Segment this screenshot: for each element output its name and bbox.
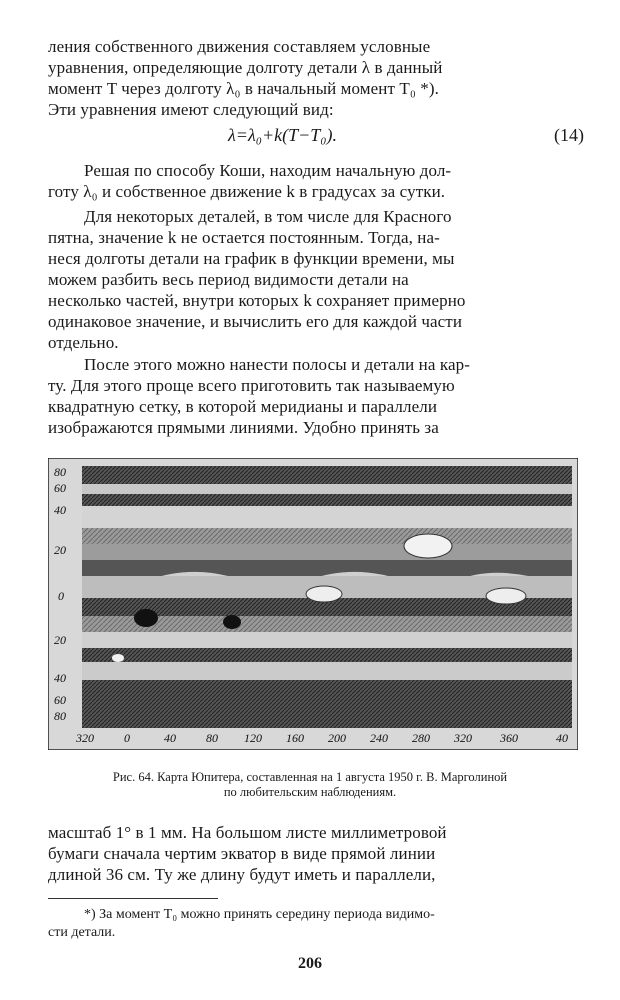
lat-label: 20: [54, 543, 66, 557]
text-line: масштаб 1° в 1 мм. На большом листе миллиметровой: [48, 823, 447, 842]
footnote-line: *) За момент T₀ можно принять середину периода видимо-: [84, 907, 435, 922]
text-line: момент T через долготу λ₀ в начальный момент T₀ *).: [48, 79, 439, 98]
white-oval: [486, 588, 526, 604]
text-line: длиной 36 см. Ту же длину будут иметь и параллели,: [48, 865, 436, 884]
equation-14: [48, 125, 584, 149]
band-ntb: [82, 494, 572, 506]
text-line: Эти уравнения имеют следующий вид:: [48, 100, 334, 119]
text-line: После этого можно нанести полосы и детали на кар-: [84, 355, 470, 374]
paragraph-5: [48, 822, 584, 885]
zone-ntz: [82, 506, 572, 528]
band-polar-south: [82, 700, 572, 728]
lon-label: 200: [328, 731, 346, 745]
lat-label: 80: [54, 709, 66, 723]
lon-label: 240: [370, 731, 388, 745]
lon-label: 160: [286, 731, 304, 745]
white-spot: [112, 654, 124, 662]
equation-formula: λ=λ₀+k(T−T₀).: [228, 125, 338, 145]
equation-number: (14): [554, 125, 584, 145]
text-line: изображаются прямыми линиями. Удобно принять за: [48, 418, 439, 437]
lat-label: 80: [54, 465, 66, 479]
lat-label: 20: [54, 633, 66, 647]
text-line: Для некоторых деталей, в том числе для Красного: [84, 207, 452, 226]
text-line: ления собственного движения составляем условные: [48, 37, 431, 56]
text-line: отдельно.: [48, 333, 119, 352]
caption-line: Рис. 64. Карта Юпитера, составленная на 1 августа 1950 г. В. Марголиной: [112, 770, 508, 784]
dark-spot: [223, 615, 241, 629]
page-number: 206: [298, 955, 322, 972]
lon-label: 0: [124, 731, 130, 745]
footnote-rule: [48, 898, 218, 899]
lon-label: 40: [556, 731, 568, 745]
text-line: пятна, значение k не остается постоянным. Тогда, на-: [48, 228, 440, 247]
band-neb-north: [82, 528, 572, 544]
text-line: несколько частей, внутри которых k сохраняет примерно: [48, 291, 466, 310]
band-sstb: [82, 680, 572, 700]
lat-label: 60: [54, 481, 66, 495]
caption-line: по любительским наблюдениям.: [223, 785, 397, 799]
dark-spot: [134, 609, 158, 627]
figure-caption: [60, 770, 560, 800]
zone-north: [82, 484, 572, 494]
text-line: можем разбить весь период видимости детали на: [48, 270, 409, 289]
text-line: ту. Для этого проще всего приготовить так называемую: [48, 376, 455, 395]
lon-label: 40: [164, 731, 176, 745]
footnote: [48, 906, 584, 942]
text-line: одинаковое значение, и вычислить его для каждой части: [48, 312, 463, 331]
paragraph-3: [48, 206, 584, 353]
paragraph-2: [48, 160, 584, 202]
lon-label: 360: [500, 731, 518, 745]
lon-label: 80: [206, 731, 218, 745]
band-stb: [82, 648, 572, 662]
white-oval: [404, 534, 452, 558]
jupiter-map: [48, 458, 578, 750]
band-polar-north: [82, 466, 572, 484]
text-line: готу λ₀ и собственное движение k в градусах за сутки.: [48, 182, 446, 201]
zone-south: [82, 662, 572, 680]
lon-label: 280: [412, 731, 430, 745]
text-line: квадратную сетку, в которой меридианы и параллели: [48, 397, 438, 416]
lat-label: 40: [54, 671, 66, 685]
text-line: уравнения, определяющие долготу детали λ в данный: [48, 58, 443, 77]
band-neb: [82, 544, 572, 560]
text-line: Решая по способу Коши, находим начальную дол-: [84, 161, 452, 180]
lat-label: 0: [58, 589, 64, 603]
text-line: бумаги сначала чертим экватор в виде прямой линии: [48, 844, 436, 863]
zone-stz: [82, 632, 572, 648]
paragraph-4: [48, 354, 584, 438]
jupiter-map-figure: [48, 458, 578, 750]
lon-label: 320: [454, 731, 472, 745]
lat-label: 60: [54, 693, 66, 707]
white-oval: [306, 586, 342, 602]
footnote-line: сти детали.: [48, 925, 116, 940]
lon-label: 120: [244, 731, 262, 745]
lon-label: 320: [76, 731, 94, 745]
paragraph-1: [48, 36, 584, 120]
lat-label: 40: [54, 503, 66, 517]
text-line: неся долготы детали на график в функции времени, мы: [48, 249, 455, 268]
